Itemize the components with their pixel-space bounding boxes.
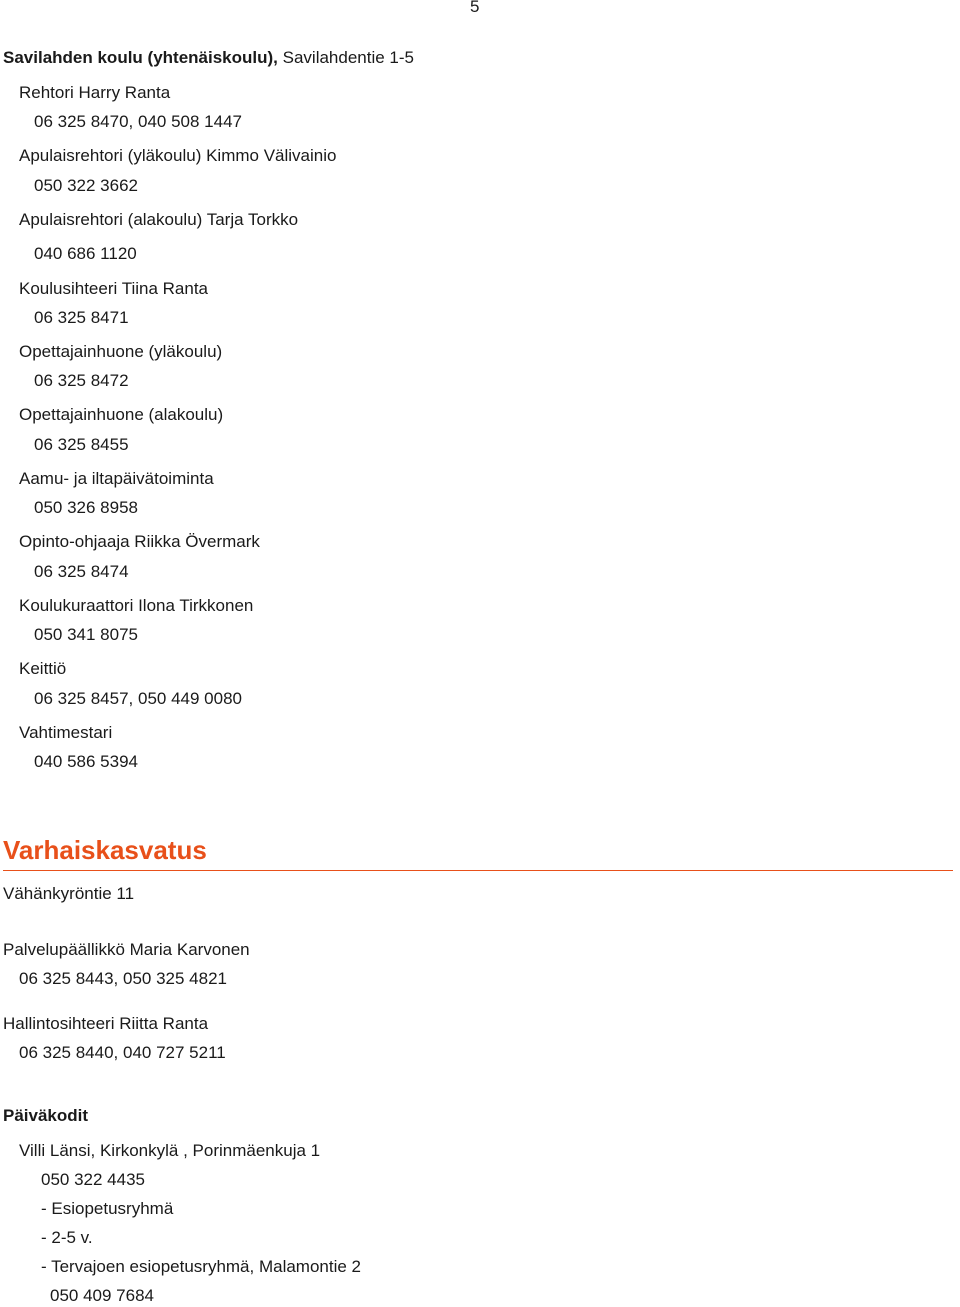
contact-role: Rehtori Harry Ranta bbox=[19, 83, 171, 102]
subsection-heading: Päiväkodit bbox=[3, 1106, 89, 1125]
contact-phone: 050 322 3662 bbox=[34, 176, 138, 195]
contact-phone: 06 325 8455 bbox=[34, 435, 129, 454]
contact-phone: 06 325 8471 bbox=[34, 308, 129, 327]
contact-phone: 050 326 8958 bbox=[34, 498, 138, 517]
contact-phone: 06 325 8457, 050 449 0080 bbox=[34, 689, 242, 708]
contact-phone: 040 586 5394 bbox=[34, 752, 138, 771]
page-number: 5 bbox=[470, 0, 480, 16]
contact-role: Opettajainhuone (alakoulu) bbox=[19, 405, 224, 424]
contact-phone: 06 325 8440, 040 727 5211 bbox=[19, 1043, 226, 1062]
contact-role: Opinto-ohjaaja Riikka Övermark bbox=[19, 532, 260, 551]
contact-role: Vahtimestari bbox=[19, 723, 113, 742]
daycare-phone: 050 322 4435 bbox=[41, 1170, 145, 1189]
daycare-group-phone: 050 409 7684 bbox=[50, 1286, 154, 1305]
school-address: Savilahdentie 1-5 bbox=[282, 48, 414, 67]
contact-phone: 050 341 8075 bbox=[34, 625, 138, 644]
contact-phone: 040 686 1120 bbox=[34, 244, 137, 263]
contact-role: Hallintosihteeri Riitta Ranta bbox=[3, 1014, 209, 1033]
school-name: Savilahden koulu (yhtenäiskoulu), bbox=[3, 48, 278, 67]
contact-role: Apulaisrehtori (alakoulu) Tarja Torkko bbox=[19, 210, 299, 229]
contact-role: Koulukuraattori Ilona Tirkkonen bbox=[19, 596, 254, 615]
contact-phone: 06 325 8443, 050 325 4821 bbox=[19, 969, 227, 988]
contact-role: Palvelupäällikkö Maria Karvonen bbox=[3, 940, 250, 959]
section-title: Varhaiskasvatus bbox=[3, 835, 207, 865]
contact-phone: 06 325 8474 bbox=[34, 562, 129, 581]
daycare-unit: Villi Länsi, Kirkonkylä , Porinmäenkuja 1 bbox=[19, 1141, 321, 1160]
contact-role: Aamu- ja iltapäivätoiminta bbox=[19, 469, 214, 488]
section-address: Vähänkyröntie 11 bbox=[3, 884, 135, 903]
contact-role: Keittiö bbox=[19, 659, 67, 678]
contact-role: Opettajainhuone (yläkoulu) bbox=[19, 342, 223, 361]
daycare-group: - Tervajoen esiopetusryhmä, Malamontie 2 bbox=[41, 1257, 362, 1276]
contact-phone: 06 325 8470, 040 508 1447 bbox=[34, 112, 242, 131]
contact-role: Apulaisrehtori (yläkoulu) Kimmo Välivainio bbox=[19, 146, 337, 165]
daycare-group: - 2-5 v. bbox=[41, 1228, 93, 1247]
daycare-group: - Esiopetusryhmä bbox=[41, 1199, 174, 1218]
section-divider bbox=[3, 870, 953, 871]
contact-role: Koulusihteeri Tiina Ranta bbox=[19, 279, 209, 298]
contact-phone: 06 325 8472 bbox=[34, 371, 129, 390]
school-heading bbox=[3, 47, 414, 69]
